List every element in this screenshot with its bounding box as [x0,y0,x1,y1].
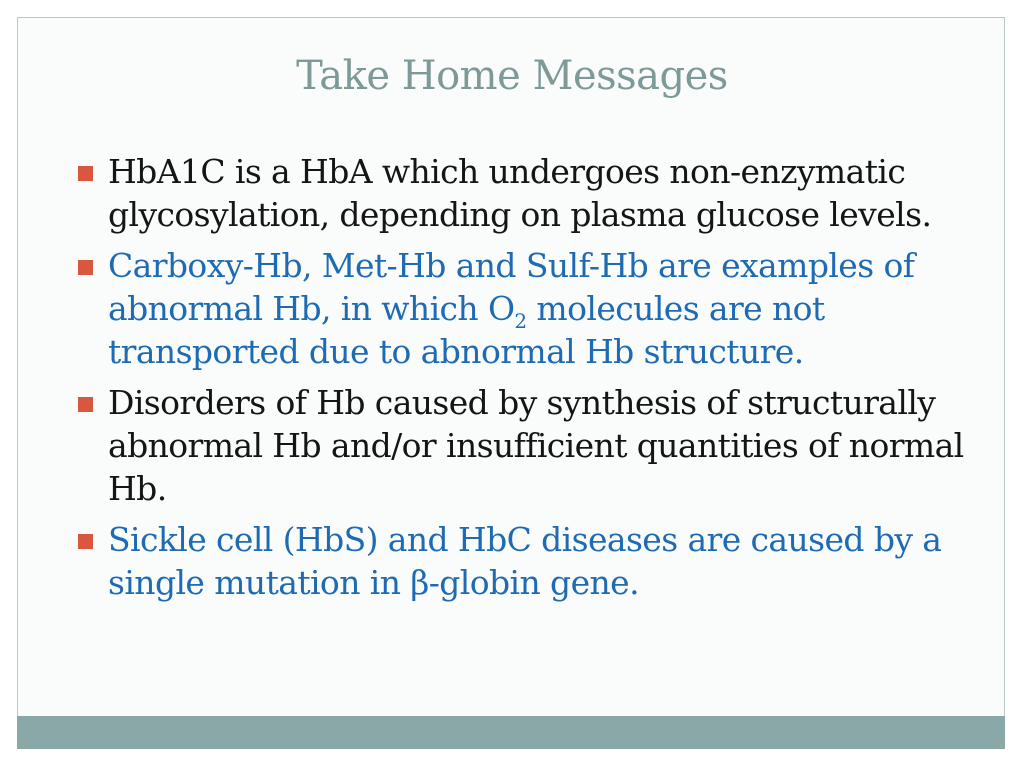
bullet-list [78,150,978,612]
bullet-text: Sickle cell (HbS) and HbC diseases are caused by a single mutation in β-globin gene. [108,520,942,602]
bullet-item-abnormal-hb [78,244,978,373]
square-bullet-icon [78,260,93,275]
bullet-text-before: Carboxy-Hb, Met-Hb and Sulf-Hb are examples of abnormal Hb, in which O [108,246,915,328]
slide-title: Take Home Messages [296,53,728,99]
bullet-item-sickle-cell [78,518,978,604]
oxygen-subscript: 2 [514,309,527,333]
square-bullet-icon [78,397,93,412]
bullet-text: HbA1C is a HbA which undergoes non-enzymatic glycosylation, depending on plasma glucose levels. [108,152,932,234]
square-bullet-icon [78,534,93,549]
footer-band [17,716,1005,749]
bullet-item-hba1c [78,150,978,236]
bullet-text-after: molecules are not transported due to abnormal Hb structure. [108,289,825,371]
bullet-item-hb-disorders [78,381,978,510]
bullet-text: Disorders of Hb caused by synthesis of structurally abnormal Hb and/or insufficient quantities of normal Hb. [108,383,964,508]
square-bullet-icon [78,166,93,181]
